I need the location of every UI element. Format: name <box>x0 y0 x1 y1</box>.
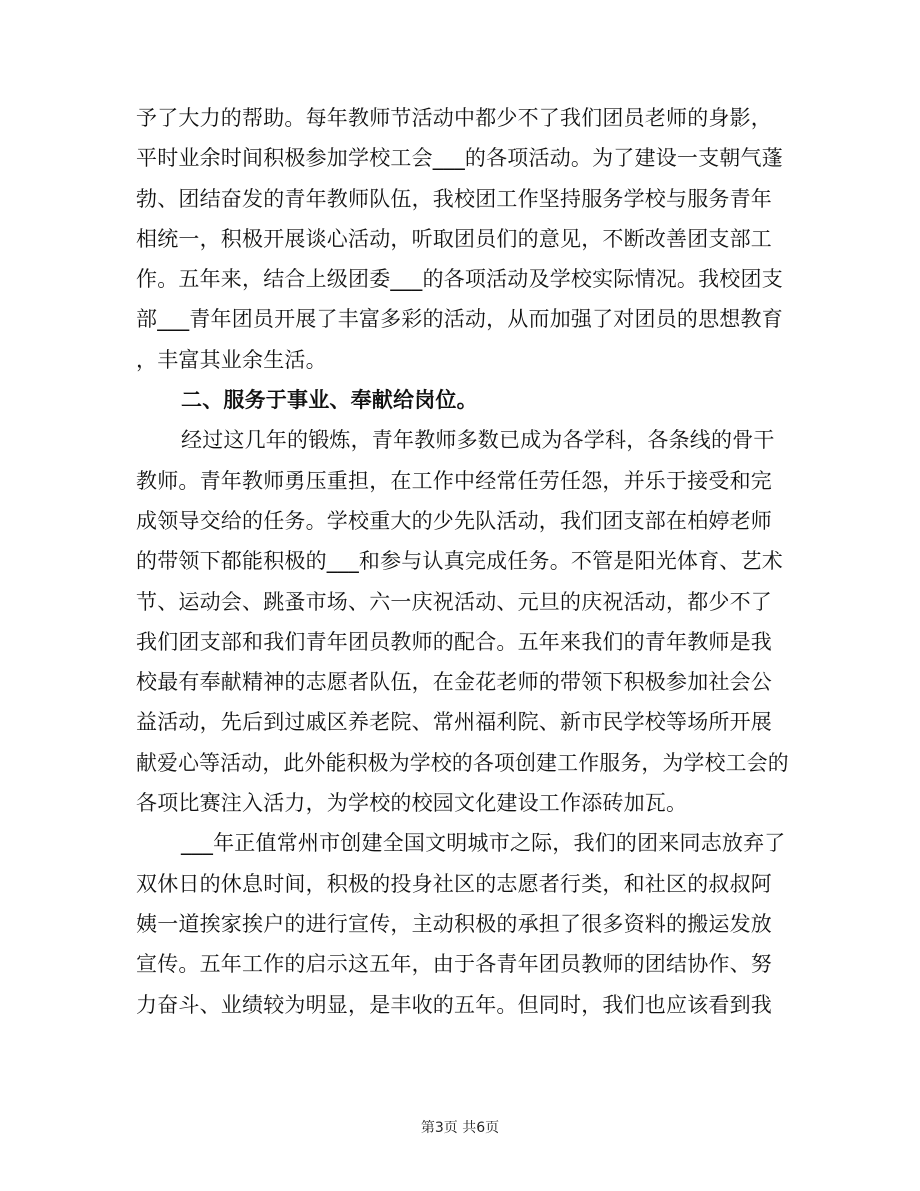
text-line: 益活动，先后到过戚区养老院、常州福利院、新市民学校等场所开展 <box>136 710 772 735</box>
page-footer: 第3页 共6页 <box>420 1120 500 1136</box>
text-line: 的带领下都能积极的___和参与认真完成任务。不管是阳光体育、艺术 <box>136 549 783 574</box>
text-line: 节、运动会、跳蚤市场、六一庆祝活动、元旦的庆祝活动，都少不了 <box>136 589 772 614</box>
text-line: 献爱心等活动，此外能积极为学校的各项创建工作服务，为学校工会的 <box>136 750 789 775</box>
text-line: 双休日的休息时间，积极的投身社区的志愿者行类，和社区的叔叔阿 <box>136 871 772 896</box>
text-line: 部___青年团员开展了丰富多彩的活动，从而加强了对团员的思想教育 <box>136 307 783 332</box>
text-line: 予了大力的帮助。每年教师节活动中都少不了我们团员老师的身影， <box>136 106 772 130</box>
text-line: 教师。青年教师勇压重担，在工作中经常任劳任怨，并乐于接受和完 <box>136 468 772 493</box>
text-line: 经过这几年的锻炼，青年教师多数已成为各学科，各条线的骨干 <box>181 428 775 453</box>
text-line: 校最有奉献精神的志愿者队伍，在金花老师的带领下积极参加社会公 <box>136 670 772 695</box>
text-line: ，丰富其业余生活。 <box>136 347 327 372</box>
text-line: 姨一道挨家挨户的进行宣传，主动积极的承担了很多资料的搬运发放 <box>136 911 772 936</box>
text-line: 成领导交给的任务。学校重大的少先队活动，我们团支部在柏婷老师 <box>136 508 772 533</box>
text-line: 相统一，积极开展谈心活动，听取团员们的意见，不断改善团支部工 <box>136 226 772 251</box>
text-line: 勃、团结奋发的青年教师队伍，我校团工作坚持服务学校与服务青年 <box>136 186 772 211</box>
text-line: 我们团支部和我们青年团员教师的配合。五年来我们的青年教师是我 <box>136 629 772 654</box>
document-body <box>136 98 789 1025</box>
text-line: ___年正值常州市创建全国文明城市之际，我们的团来同志放弃了 <box>181 831 786 856</box>
text-line: 作。五年来，结合上级团委___的各项活动及学校实际情况。我校团支 <box>136 267 783 292</box>
text-line: 宣传。五年工作的启示这五年，由于各青年团员教师的团结协作、努 <box>136 952 772 977</box>
text-line: 平时业余时间积极参加学校工会___的各项活动。为了建设一支朝气蓬 <box>136 146 783 171</box>
text-line: 各项比赛注入活力，为学校的校园文化建设工作添砖加瓦。 <box>136 791 688 816</box>
section-heading: 二、服务于事业、奉献给岗位。 <box>181 388 478 413</box>
text-line: 力奋斗、业绩较为明显，是丰收的五年。但同时，我们也应该看到我 <box>136 992 772 1017</box>
